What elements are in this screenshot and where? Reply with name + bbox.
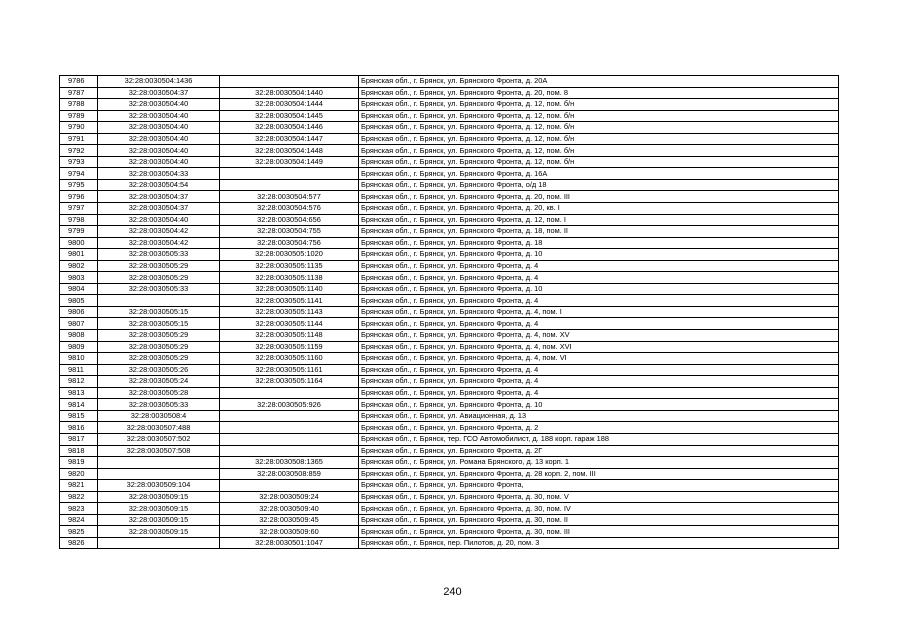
table-row	[60, 410, 839, 422]
object-cadastral-number-cell: 32:28:0030505:1140	[220, 283, 359, 295]
table-row	[60, 203, 839, 215]
address-cell: Брянская обл., г. Брянск, ул. Брянского Фронта, д. 16А	[359, 168, 839, 180]
record-number-cell: 9792	[60, 145, 98, 157]
object-cadastral-number-cell: 32:28:0030504:576	[220, 203, 359, 215]
table-row	[60, 480, 839, 492]
record-number-cell: 9822	[60, 491, 98, 503]
table-row	[60, 503, 839, 515]
address-cell: Брянская обл., г. Брянск, тер. ГСО Автомобилист, д. 188 корп. гараж 188	[359, 433, 839, 445]
table-row	[60, 87, 839, 99]
record-number-cell: 9803	[60, 272, 98, 284]
record-number-cell: 9814	[60, 399, 98, 411]
record-number-cell: 9802	[60, 260, 98, 272]
parcel-cadastral-number-cell: 32:28:0030505:15	[98, 306, 220, 318]
object-cadastral-number-cell	[220, 422, 359, 434]
table-row	[60, 214, 839, 226]
address-cell: Брянская обл., г. Брянск, ул. Брянского Фронта, д. 4, пом. I	[359, 306, 839, 318]
parcel-cadastral-number-cell: 32:28:0030504:40	[98, 122, 220, 134]
parcel-cadastral-number-cell: 32:28:0030505:33	[98, 249, 220, 261]
record-number-cell: 9810	[60, 353, 98, 365]
address-cell: Брянская обл., г. Брянск, ул. Брянского Фронта, д. 20, пом. III	[359, 191, 839, 203]
record-number-cell: 9805	[60, 295, 98, 307]
record-number-cell: 9798	[60, 214, 98, 226]
record-number-cell: 9807	[60, 318, 98, 330]
address-cell: Брянская обл., г. Брянск, ул. Брянского Фронта, д. 18	[359, 237, 839, 249]
object-cadastral-number-cell: 32:28:0030505:1148	[220, 330, 359, 342]
object-cadastral-number-cell	[220, 168, 359, 180]
parcel-cadastral-number-cell: 32:28:0030509:15	[98, 514, 220, 526]
address-cell: Брянская обл., г. Брянск, ул. Брянского Фронта, д. 30, пом. V	[359, 491, 839, 503]
record-number-cell: 9793	[60, 156, 98, 168]
table-row	[60, 133, 839, 145]
object-cadastral-number-cell: 32:28:0030504:577	[220, 191, 359, 203]
object-cadastral-number-cell	[220, 387, 359, 399]
address-cell: Брянская обл., г. Брянск, ул. Брянского Фронта, д. 10	[359, 249, 839, 261]
parcel-cadastral-number-cell: 32:28:0030507:488	[98, 422, 220, 434]
table-row	[60, 330, 839, 342]
record-number-cell: 9826	[60, 537, 98, 549]
parcel-cadastral-number-cell: 32:28:0030508:4	[98, 410, 220, 422]
object-cadastral-number-cell: 32:28:0030509:45	[220, 514, 359, 526]
record-number-cell: 9789	[60, 110, 98, 122]
registry-table	[59, 75, 839, 549]
object-cadastral-number-cell	[220, 480, 359, 492]
record-number-cell: 9799	[60, 226, 98, 238]
address-cell: Брянская обл., г. Брянск, ул. Брянского Фронта, д. 4	[359, 260, 839, 272]
address-cell: Брянская обл., г. Брянск, ул. Брянского Фронта, д. 28 корп. 2, пом. III	[359, 468, 839, 480]
parcel-cadastral-number-cell: 32:28:0030505:33	[98, 399, 220, 411]
object-cadastral-number-cell: 32:28:0030505:926	[220, 399, 359, 411]
parcel-cadastral-number-cell: 32:28:0030509:15	[98, 491, 220, 503]
table-row	[60, 110, 839, 122]
record-number-cell: 9811	[60, 364, 98, 376]
object-cadastral-number-cell: 32:28:0030504:755	[220, 226, 359, 238]
parcel-cadastral-number-cell: 32:28:0030505:29	[98, 272, 220, 284]
parcel-cadastral-number-cell: 32:28:0030507:502	[98, 433, 220, 445]
address-cell: Брянская обл., г. Брянск, ул. Брянского Фронта, д. 4	[359, 272, 839, 284]
address-cell: Брянская обл., г. Брянск, ул. Брянского Фронта, д. 4	[359, 364, 839, 376]
address-cell: Брянская обл., г. Брянск, ул. Брянского Фронта, д. 10	[359, 399, 839, 411]
table-row	[60, 468, 839, 480]
object-cadastral-number-cell: 32:28:0030509:24	[220, 491, 359, 503]
table-row	[60, 226, 839, 238]
parcel-cadastral-number-cell	[98, 537, 220, 549]
table-row	[60, 537, 839, 549]
address-cell: Брянская обл., г. Брянск, ул. Брянского Фронта, д. 12, пом. I	[359, 214, 839, 226]
record-number-cell: 9819	[60, 457, 98, 469]
table-row	[60, 318, 839, 330]
object-cadastral-number-cell: 32:28:0030508:1365	[220, 457, 359, 469]
parcel-cadastral-number-cell: 32:28:0030504:1436	[98, 76, 220, 88]
table-row	[60, 76, 839, 88]
address-cell: Брянская обл., г. Брянск, пер. Пилотов, д. 20, пом. 3	[359, 537, 839, 549]
record-number-cell: 9815	[60, 410, 98, 422]
table-row	[60, 272, 839, 284]
object-cadastral-number-cell	[220, 179, 359, 191]
record-number-cell: 9796	[60, 191, 98, 203]
address-cell: Брянская обл., г. Брянск, ул. Брянского Фронта, д. 10	[359, 283, 839, 295]
record-number-cell: 9794	[60, 168, 98, 180]
record-number-cell: 9824	[60, 514, 98, 526]
table-row	[60, 445, 839, 457]
parcel-cadastral-number-cell: 32:28:0030505:33	[98, 283, 220, 295]
object-cadastral-number-cell: 32:28:0030504:1440	[220, 87, 359, 99]
record-number-cell: 9825	[60, 526, 98, 538]
object-cadastral-number-cell	[220, 76, 359, 88]
parcel-cadastral-number-cell	[98, 468, 220, 480]
table-row	[60, 145, 839, 157]
parcel-cadastral-number-cell: 32:28:0030504:33	[98, 168, 220, 180]
parcel-cadastral-number-cell: 32:28:0030504:37	[98, 191, 220, 203]
table-row	[60, 156, 839, 168]
record-number-cell: 9816	[60, 422, 98, 434]
address-cell: Брянская обл., г. Брянск, ул. Брянского Фронта, д. 30, пом. III	[359, 526, 839, 538]
table-row	[60, 422, 839, 434]
record-number-cell: 9804	[60, 283, 98, 295]
address-cell: Брянская обл., г. Брянск, ул. Брянского Фронта, д. 18, пом. II	[359, 226, 839, 238]
record-number-cell: 9806	[60, 306, 98, 318]
parcel-cadastral-number-cell: 32:28:0030509:15	[98, 526, 220, 538]
address-cell: Брянская обл., г. Брянск, ул. Авиационная, д. 13	[359, 410, 839, 422]
object-cadastral-number-cell: 32:28:0030504:1448	[220, 145, 359, 157]
table-row	[60, 249, 839, 261]
parcel-cadastral-number-cell: 32:28:0030504:40	[98, 156, 220, 168]
object-cadastral-number-cell: 32:28:0030508:859	[220, 468, 359, 480]
address-cell: Брянская обл., г. Брянск, ул. Брянского Фронта, д. 12, пом. б/н	[359, 110, 839, 122]
record-number-cell: 9795	[60, 179, 98, 191]
address-cell: Брянская обл., г. Брянск, ул. Брянского Фронта, д. 4	[359, 318, 839, 330]
address-cell: Брянская обл., г. Брянск, ул. Брянского Фронта, д. 20, пом. 8	[359, 87, 839, 99]
table-row	[60, 168, 839, 180]
table-row	[60, 353, 839, 365]
parcel-cadastral-number-cell: 32:28:0030509:15	[98, 503, 220, 515]
address-cell: Брянская обл., г. Брянск, ул. Брянского Фронта, д. 30, пом. II	[359, 514, 839, 526]
address-cell: Брянская обл., г. Брянск, ул. Брянского Фронта, д. 4, пом. XV	[359, 330, 839, 342]
address-cell: Брянская обл., г. Брянск, ул. Брянского Фронта, о/д 18	[359, 179, 839, 191]
address-cell: Брянская обл., г. Брянск, ул. Брянского Фронта, д. 20, кв. I	[359, 203, 839, 215]
table-row	[60, 99, 839, 111]
address-cell: Брянская обл., г. Брянск, ул. Брянского Фронта, д. 2Г	[359, 445, 839, 457]
parcel-cadastral-number-cell: 32:28:0030504:54	[98, 179, 220, 191]
table-row	[60, 260, 839, 272]
address-cell: Брянская обл., г. Брянск, ул. Брянского Фронта, д. 2	[359, 422, 839, 434]
record-number-cell: 9790	[60, 122, 98, 134]
object-cadastral-number-cell: 32:28:0030504:1446	[220, 122, 359, 134]
parcel-cadastral-number-cell: 32:28:0030505:15	[98, 318, 220, 330]
parcel-cadastral-number-cell: 32:28:0030507:508	[98, 445, 220, 457]
address-cell: Брянская обл., г. Брянск, ул. Брянского Фронта, д. 12, пом. б/н	[359, 122, 839, 134]
parcel-cadastral-number-cell: 32:28:0030505:26	[98, 364, 220, 376]
table-row	[60, 283, 839, 295]
object-cadastral-number-cell: 32:28:0030505:1141	[220, 295, 359, 307]
address-cell: Брянская обл., г. Брянск, ул. Брянского Фронта, д. 4	[359, 387, 839, 399]
record-number-cell: 9823	[60, 503, 98, 515]
parcel-cadastral-number-cell: 32:28:0030505:28	[98, 387, 220, 399]
table-row	[60, 387, 839, 399]
address-cell: Брянская обл., г. Брянск, ул. Брянского Фронта, д. 12, пом. б/н	[359, 156, 839, 168]
object-cadastral-number-cell: 32:28:0030505:1144	[220, 318, 359, 330]
record-number-cell: 9809	[60, 341, 98, 353]
record-number-cell: 9791	[60, 133, 98, 145]
parcel-cadastral-number-cell: 32:28:0030505:29	[98, 330, 220, 342]
object-cadastral-number-cell: 32:28:0030504:1447	[220, 133, 359, 145]
address-cell: Брянская обл., г. Брянск, ул. Брянского Фронта, д. 20А	[359, 76, 839, 88]
object-cadastral-number-cell: 32:28:0030505:1138	[220, 272, 359, 284]
table-row	[60, 295, 839, 307]
table-row	[60, 364, 839, 376]
table-row	[60, 191, 839, 203]
parcel-cadastral-number-cell: 32:28:0030504:40	[98, 110, 220, 122]
parcel-cadastral-number-cell: 32:28:0030504:40	[98, 145, 220, 157]
record-number-cell: 9786	[60, 76, 98, 88]
parcel-cadastral-number-cell: 32:28:0030504:42	[98, 237, 220, 249]
address-cell: Брянская обл., г. Брянск, ул. Брянского Фронта, д. 4	[359, 295, 839, 307]
parcel-cadastral-number-cell	[98, 457, 220, 469]
parcel-cadastral-number-cell: 32:28:0030509:104	[98, 480, 220, 492]
object-cadastral-number-cell: 32:28:0030504:1444	[220, 99, 359, 111]
record-number-cell: 9817	[60, 433, 98, 445]
parcel-cadastral-number-cell: 32:28:0030505:24	[98, 376, 220, 388]
parcel-cadastral-number-cell: 32:28:0030504:40	[98, 99, 220, 111]
parcel-cadastral-number-cell	[98, 295, 220, 307]
address-cell: Брянская обл., г. Брянск, ул. Брянского Фронта, д. 12, пом. б/н	[359, 133, 839, 145]
record-number-cell: 9821	[60, 480, 98, 492]
object-cadastral-number-cell: 32:28:0030509:60	[220, 526, 359, 538]
record-number-cell: 9788	[60, 99, 98, 111]
table-row	[60, 433, 839, 445]
table-row	[60, 399, 839, 411]
table-row	[60, 526, 839, 538]
record-number-cell: 9818	[60, 445, 98, 457]
address-cell: Брянская обл., г. Брянск, ул. Брянского Фронта, д. 4, пом. VI	[359, 353, 839, 365]
object-cadastral-number-cell: 32:28:0030504:656	[220, 214, 359, 226]
record-number-cell: 9787	[60, 87, 98, 99]
table-row	[60, 514, 839, 526]
object-cadastral-number-cell: 32:28:0030505:1159	[220, 341, 359, 353]
object-cadastral-number-cell: 32:28:0030505:1160	[220, 353, 359, 365]
record-number-cell: 9813	[60, 387, 98, 399]
page-number: 240	[443, 586, 462, 598]
record-number-cell: 9820	[60, 468, 98, 480]
record-number-cell: 9812	[60, 376, 98, 388]
record-number-cell: 9801	[60, 249, 98, 261]
object-cadastral-number-cell: 32:28:0030505:1143	[220, 306, 359, 318]
object-cadastral-number-cell: 32:28:0030504:756	[220, 237, 359, 249]
object-cadastral-number-cell	[220, 433, 359, 445]
parcel-cadastral-number-cell: 32:28:0030504:42	[98, 226, 220, 238]
registry-table-body	[60, 76, 839, 549]
record-number-cell: 9800	[60, 237, 98, 249]
table-row	[60, 306, 839, 318]
object-cadastral-number-cell: 32:28:0030504:1449	[220, 156, 359, 168]
table-row	[60, 122, 839, 134]
table-row	[60, 341, 839, 353]
table-row	[60, 491, 839, 503]
object-cadastral-number-cell: 32:28:0030505:1020	[220, 249, 359, 261]
record-number-cell: 9808	[60, 330, 98, 342]
table-row	[60, 376, 839, 388]
object-cadastral-number-cell	[220, 445, 359, 457]
address-cell: Брянская обл., г. Брянск, ул. Романа Брянского, д. 13 корп. 1	[359, 457, 839, 469]
address-cell: Брянская обл., г. Брянск, ул. Брянского Фронта,	[359, 480, 839, 492]
address-cell: Брянская обл., г. Брянск, ул. Брянского Фронта, д. 4, пом. XVI	[359, 341, 839, 353]
parcel-cadastral-number-cell: 32:28:0030504:40	[98, 133, 220, 145]
record-number-cell: 9797	[60, 203, 98, 215]
object-cadastral-number-cell: 32:28:0030504:1445	[220, 110, 359, 122]
object-cadastral-number-cell: 32:28:0030509:40	[220, 503, 359, 515]
table-row	[60, 179, 839, 191]
table-row	[60, 237, 839, 249]
parcel-cadastral-number-cell: 32:28:0030504:37	[98, 203, 220, 215]
address-cell: Брянская обл., г. Брянск, ул. Брянского Фронта, д. 12, пом. б/н	[359, 99, 839, 111]
address-cell: Брянская обл., г. Брянск, ул. Брянского Фронта, д. 4	[359, 376, 839, 388]
object-cadastral-number-cell: 32:28:0030505:1161	[220, 364, 359, 376]
parcel-cadastral-number-cell: 32:28:0030505:29	[98, 260, 220, 272]
object-cadastral-number-cell: 32:28:0030505:1135	[220, 260, 359, 272]
parcel-cadastral-number-cell: 32:28:0030505:29	[98, 353, 220, 365]
parcel-cadastral-number-cell: 32:28:0030504:37	[98, 87, 220, 99]
address-cell: Брянская обл., г. Брянск, ул. Брянского Фронта, д. 30, пом. IV	[359, 503, 839, 515]
parcel-cadastral-number-cell: 32:28:0030505:29	[98, 341, 220, 353]
object-cadastral-number-cell: 32:28:0030501:1047	[220, 537, 359, 549]
object-cadastral-number-cell	[220, 410, 359, 422]
object-cadastral-number-cell: 32:28:0030505:1164	[220, 376, 359, 388]
address-cell: Брянская обл., г. Брянск, ул. Брянского Фронта, д. 12, пом. б/н	[359, 145, 839, 157]
table-row	[60, 457, 839, 469]
parcel-cadastral-number-cell: 32:28:0030504:40	[98, 214, 220, 226]
